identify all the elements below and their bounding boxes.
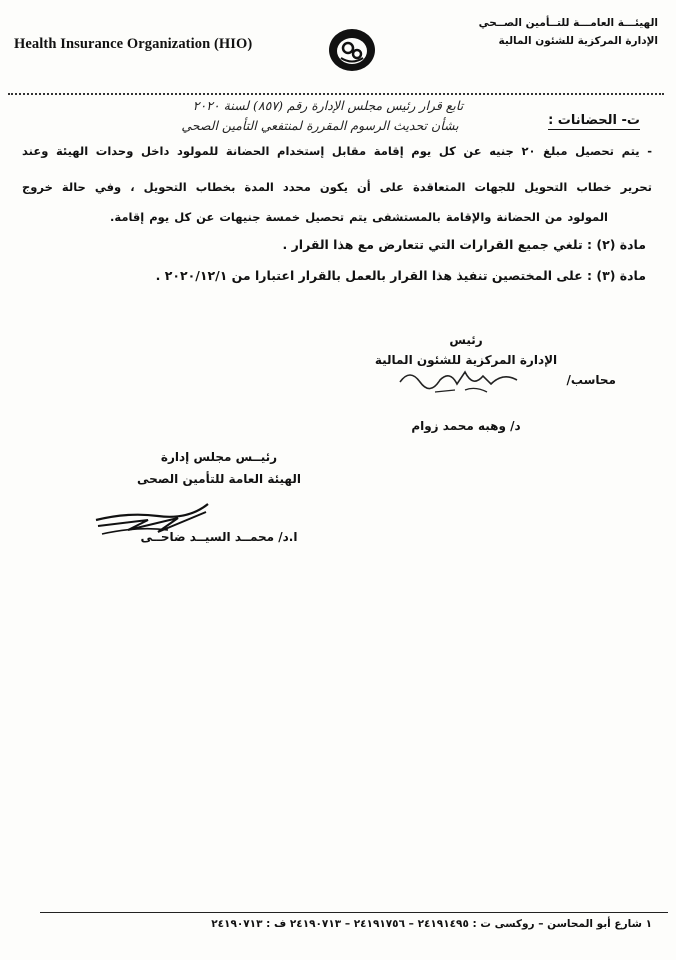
org-arabic-header — [458, 14, 658, 50]
chairman-name: ا.د/ محمــد السيــد ضاحــى — [140, 530, 298, 544]
article-2: مادة (٢) : تلغي جميع القرارات التي تتعارض مع هذا القرار . — [282, 237, 646, 252]
handwritten-date-stamp — [395, 360, 525, 400]
paragraph-line1: - يتم تحصيل مبلغ ٢٠ جنيه عن كل يوم إقامة مقابل إستخدام الحضانة للمولود داخل وحدات الهيئة وعند — [22, 144, 652, 158]
stamp-label: محاسب/ — [566, 373, 616, 387]
chairman-org: الهيئة العامة للتأمين الصحى — [137, 472, 301, 486]
handwritten-signature — [88, 490, 238, 560]
section-title: ت- الحضانات : — [548, 113, 640, 128]
chairman-title: رئيــس مجلس إدارة — [160, 450, 278, 464]
handwritten-line2: بشأن تحديث الرسوم المقررة لمنتفعي التأمين الصحي — [181, 118, 459, 133]
org-arabic-line1: الهيئـــة العامـــة للتــأمين الصــحي — [478, 17, 658, 29]
signer-title: رئيس — [449, 333, 483, 347]
article-3: مادة (٣) : على المختصين تنفيذ هذا القرار بالعمل بالقرار اعتبارا من ٢٠٢٠/١٢/١ . — [155, 268, 646, 283]
header-divider — [8, 93, 664, 95]
signer-name: د/ وهبه محمد زوام — [411, 419, 521, 433]
handwritten-line1: تابع قرار رئيس مجلس الإدارة رقم (٨٥٧) لسنة ٢٠٢٠ — [192, 98, 464, 113]
footer-address: ١ شارع أبو المحاسن – روكسى ت : ٢٤١٩١٤٩٥ – ٢٤١٩١٧٥٦ – ٢٤١٩٠٧١٣ ف : ٢٤١٩٠٧١٣ — [211, 918, 652, 930]
org-english-name: Health Insurance Organization (HIO) — [14, 36, 253, 52]
hio-logo-icon — [327, 27, 377, 73]
footer-divider — [40, 912, 668, 913]
org-arabic-line2: الإدارة المركزية للشئون المالية — [498, 35, 658, 47]
signer-department: الإدارة المركزية للشئون المالية — [374, 353, 558, 367]
paragraph-line2: تحرير خطاب التحويل للجهات المتعاقدة على أن يكون محدد المدة بخطاب التحويل ، وفي حالة خروج — [22, 180, 652, 194]
paragraph-line3: المولود من الحضانة والإقامة بالمستشفى يتم تحصيل خمسة جنيهات عن كل يوم إقامة. — [110, 210, 608, 224]
